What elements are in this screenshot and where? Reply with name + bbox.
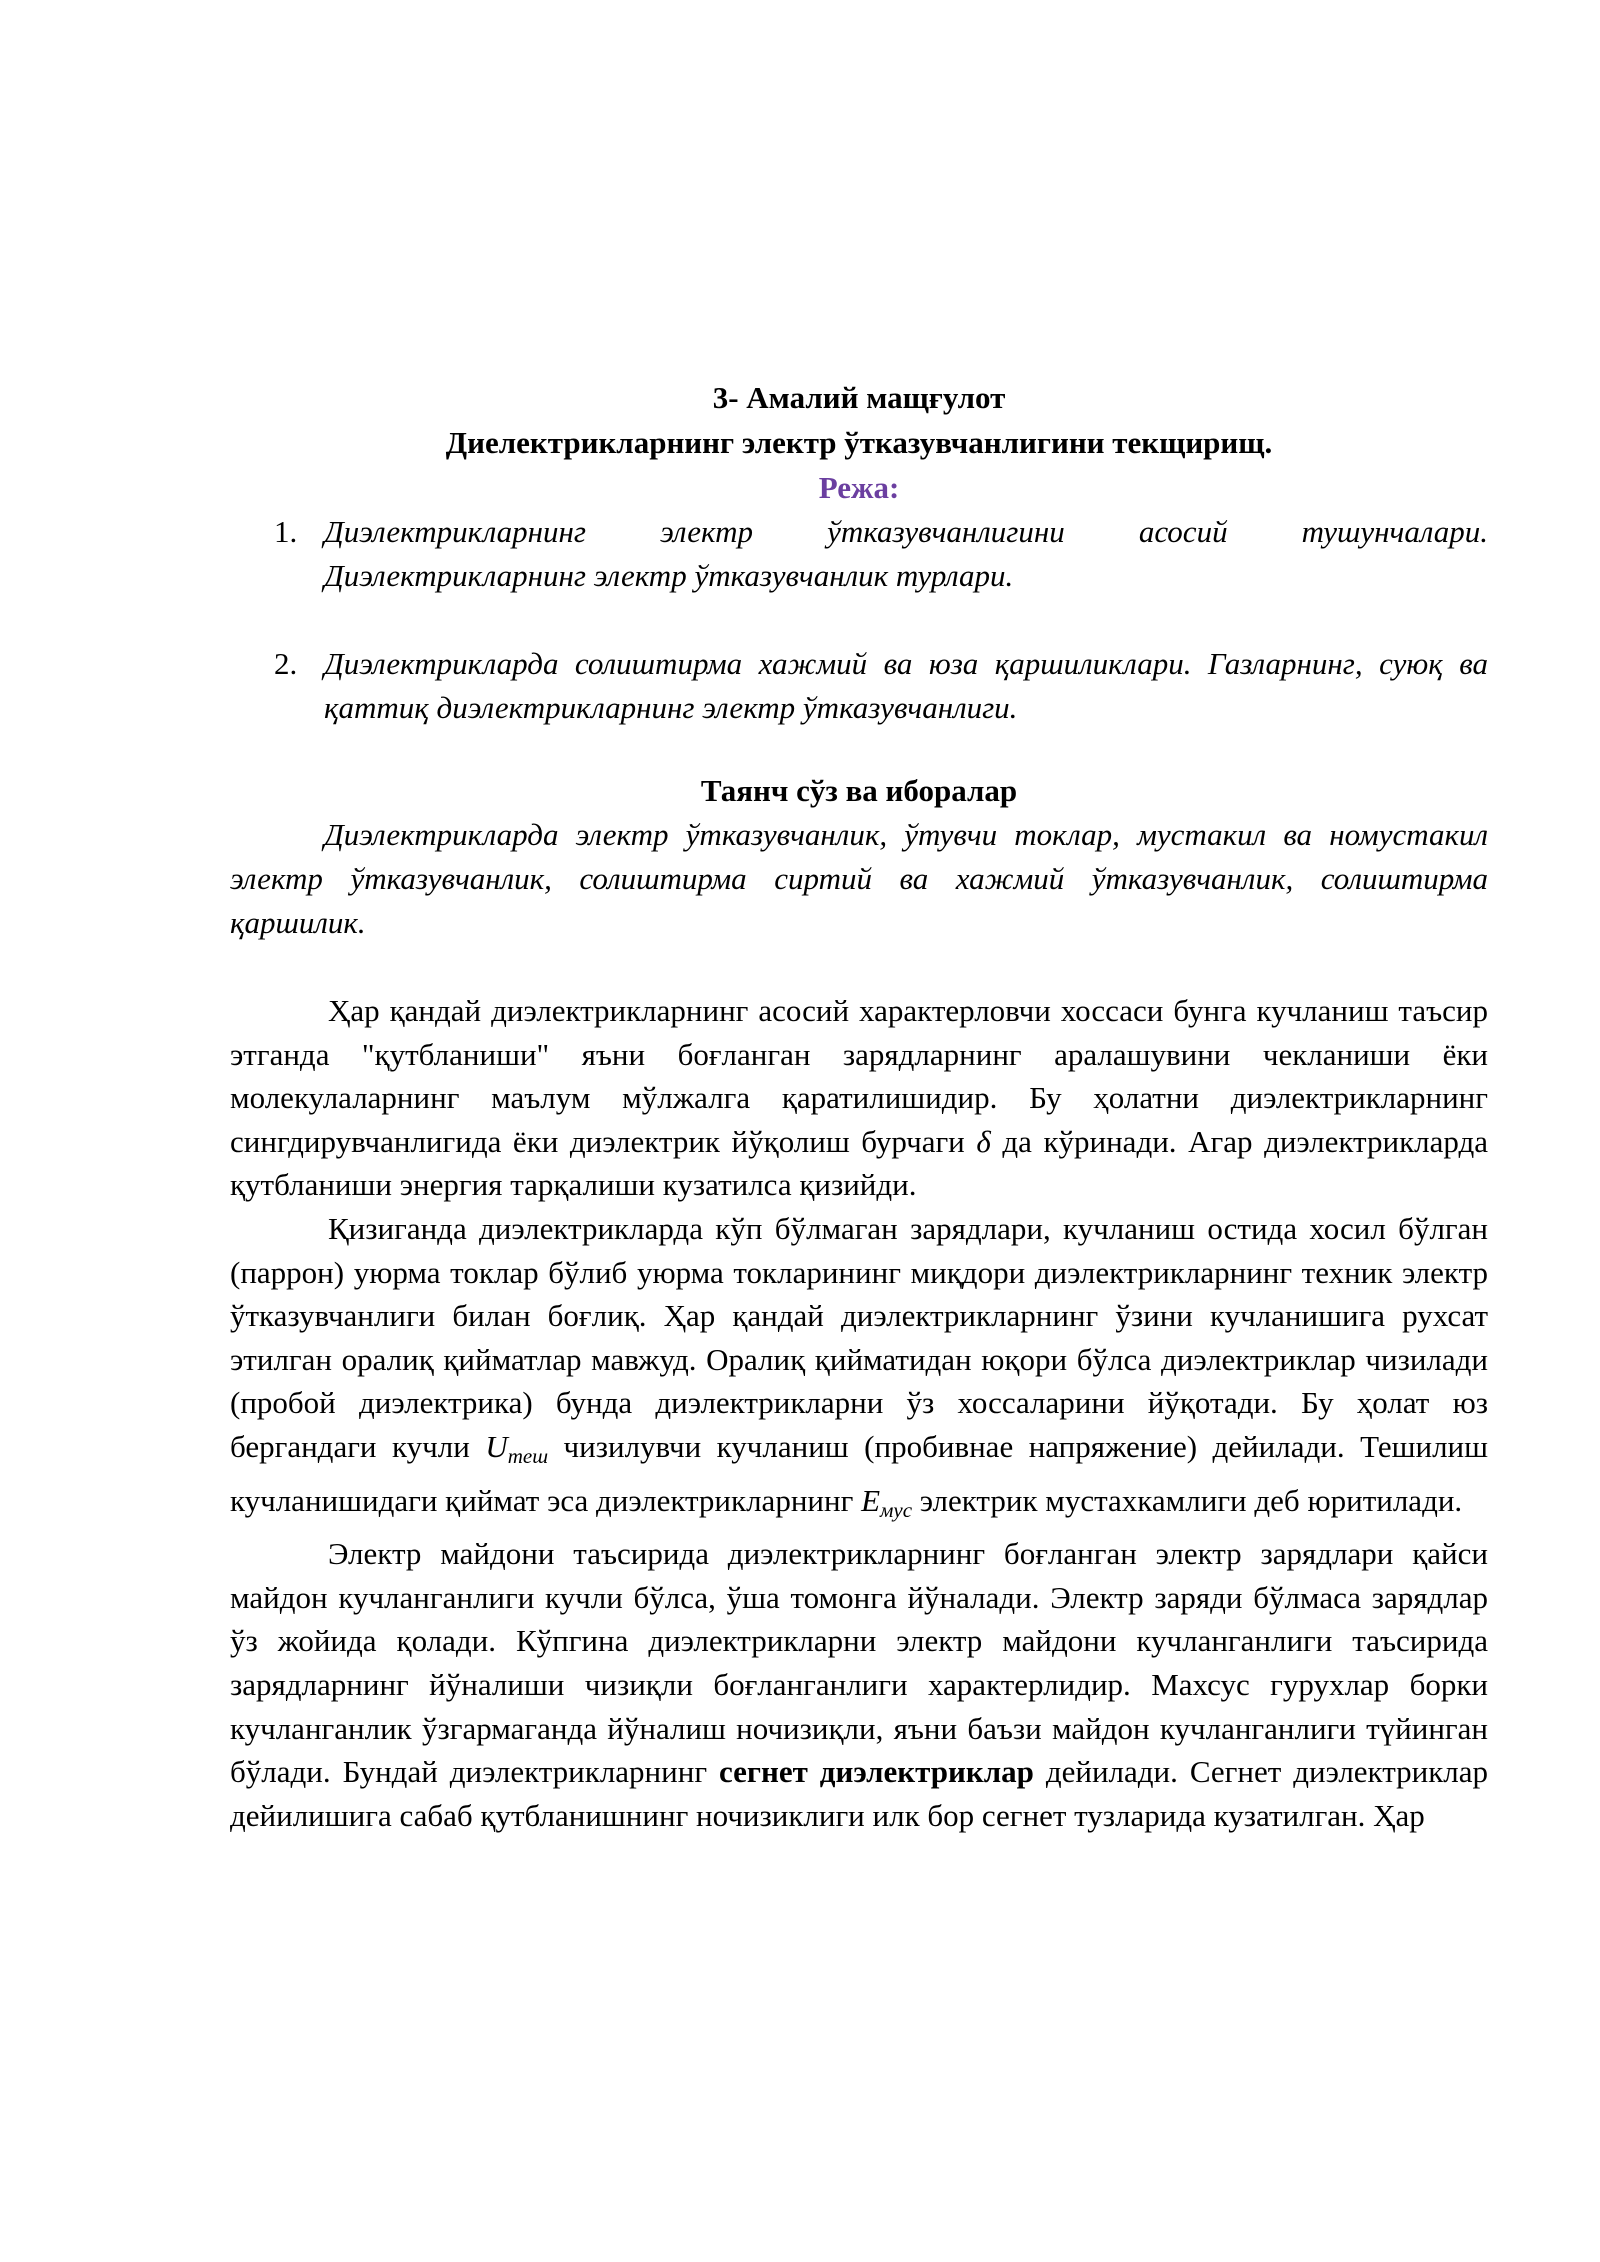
paragraph-text: дейилади. Сегнет диэлектриклар дейилишига сабаб қутбланишнинг ночизиклиги илк бор сегнет тузларида кузатилган. Ҳар — [230, 1754, 1489, 1833]
delta-symbol: δ — [976, 1123, 991, 1159]
plan-item — [230, 510, 1488, 598]
paragraph-text: Электр майдони таъсирида диэлектрикларнинг боғланган электр зарядлари қайси майдон кучланганлиги кучли бўлса, ўша томонга йўналади. Электр заряди бўлмаса зарядлар ўз жойида қолади. Кўпгина диэлектрикларни электр майдони кучланганлиги таъсирида зарядларнинг йўналиши чизиқли боғланганлиги характерлидир. Махсус гурухлар борки кучланганлик ўзгармаганда йўналиш ночизиқли, яъни баъзи майдон кучланганлиги түйинган бўлади. Бундай диэлектрикларнинг — [230, 1536, 1488, 1790]
body-paragraph-3 — [230, 1532, 1488, 1837]
plan-item-number: 1. — [274, 514, 298, 549]
plan-item — [230, 642, 1488, 730]
page-subtitle: Диелектрикларнинг электр ўтказувчанлигини текщирищ. — [445, 425, 1273, 460]
body-paragraph-1 — [230, 989, 1488, 1207]
strength-symbol: E — [861, 1482, 880, 1518]
plan-item-text: Диэлектрикларнинг электр ўтказувчанлигини асосий тушунчалари. Диэлектрикларнинг электр ўтказувчанлик турлари. — [324, 514, 1488, 593]
body-paragraph-2 — [230, 1207, 1488, 1532]
paragraph-text: Қизиганда диэлектрикларда кўп бўлмаган зарядлари, кучланиш остида хосил бўлган (паррон) уюрма токлар бўлиб уюрма токларининг миқдори диэлектрикларнинг техник электр ўтказувчанлиги билан боғлиқ. Ҳар қандай диэлектрикларнинг ўзини кучланишига рухсат этилган оралиқ қийматлар мавжуд. Оралиқ қийматидан юқори бўлса диэлектриклар чизилади (пробой диэлектрика) бунда диэлектрикларни ўз хоссаларини йўқотади. Бу ҳолат юз бергандаги кучли — [230, 1210, 1488, 1464]
page-title: 3- Амалий мащғулот — [712, 380, 1006, 415]
plan-item-text: Диэлектрикларда солиштирма хажмий ва юза қаршиликлари. Газларнинг, суюқ ва қаттиқ диэлектрикларнинг электр ўтказувчанлиги. — [324, 646, 1488, 725]
plan-heading: Режа: — [818, 470, 900, 505]
bold-term: сегнет диэлектриклар — [719, 1754, 1034, 1790]
keywords-text: Диэлектрикларда электр ўтказувчанлик, ўтувчи токлар, мустакил ва номустакил электр ўтказувчанлик, солиштирма сиртий ва хажмий ўтказувчанлик, солиштирма қаршилик. — [230, 817, 1488, 940]
document-page — [230, 375, 1488, 1837]
paragraph-text: Ҳар қандай диэлектрикларнинг асосий характерловчи хоссаси бунга кучланиш таъсир этганда "қутбланиши" яъни боғланган зарядларнинг аралашувини чекланиши ёки молекулаларнинг маълум мўлжалга қаратилишидир. Бу ҳолатни диэлектрикларнинг сингдирувчанлигида ёки диэлектрик йўқолиш бурчаги — [230, 993, 1488, 1159]
strength-subscript: мус — [880, 1497, 913, 1522]
keywords-heading: Таянч сўз ва иборалар — [700, 773, 1018, 808]
paragraph-text: да кўринади. Агар диэлектрикларда қутбланиши энергия тарқалиши кузатилса қизийди. — [230, 1123, 1488, 1203]
plan-list — [230, 510, 1488, 730]
voltage-symbol: U — [485, 1428, 508, 1464]
paragraph-text: электрик мустахкамлиги деб юритилади. — [912, 1482, 1463, 1518]
paragraph-text: чизилувчи кучланиш (пробивнае напряжение) дейилади. Тешилиш кучланишидаги қиймат эса диэлектрикларнинг — [230, 1428, 1488, 1518]
voltage-subscript: теш — [507, 1443, 549, 1468]
plan-item-number: 2. — [274, 646, 298, 681]
